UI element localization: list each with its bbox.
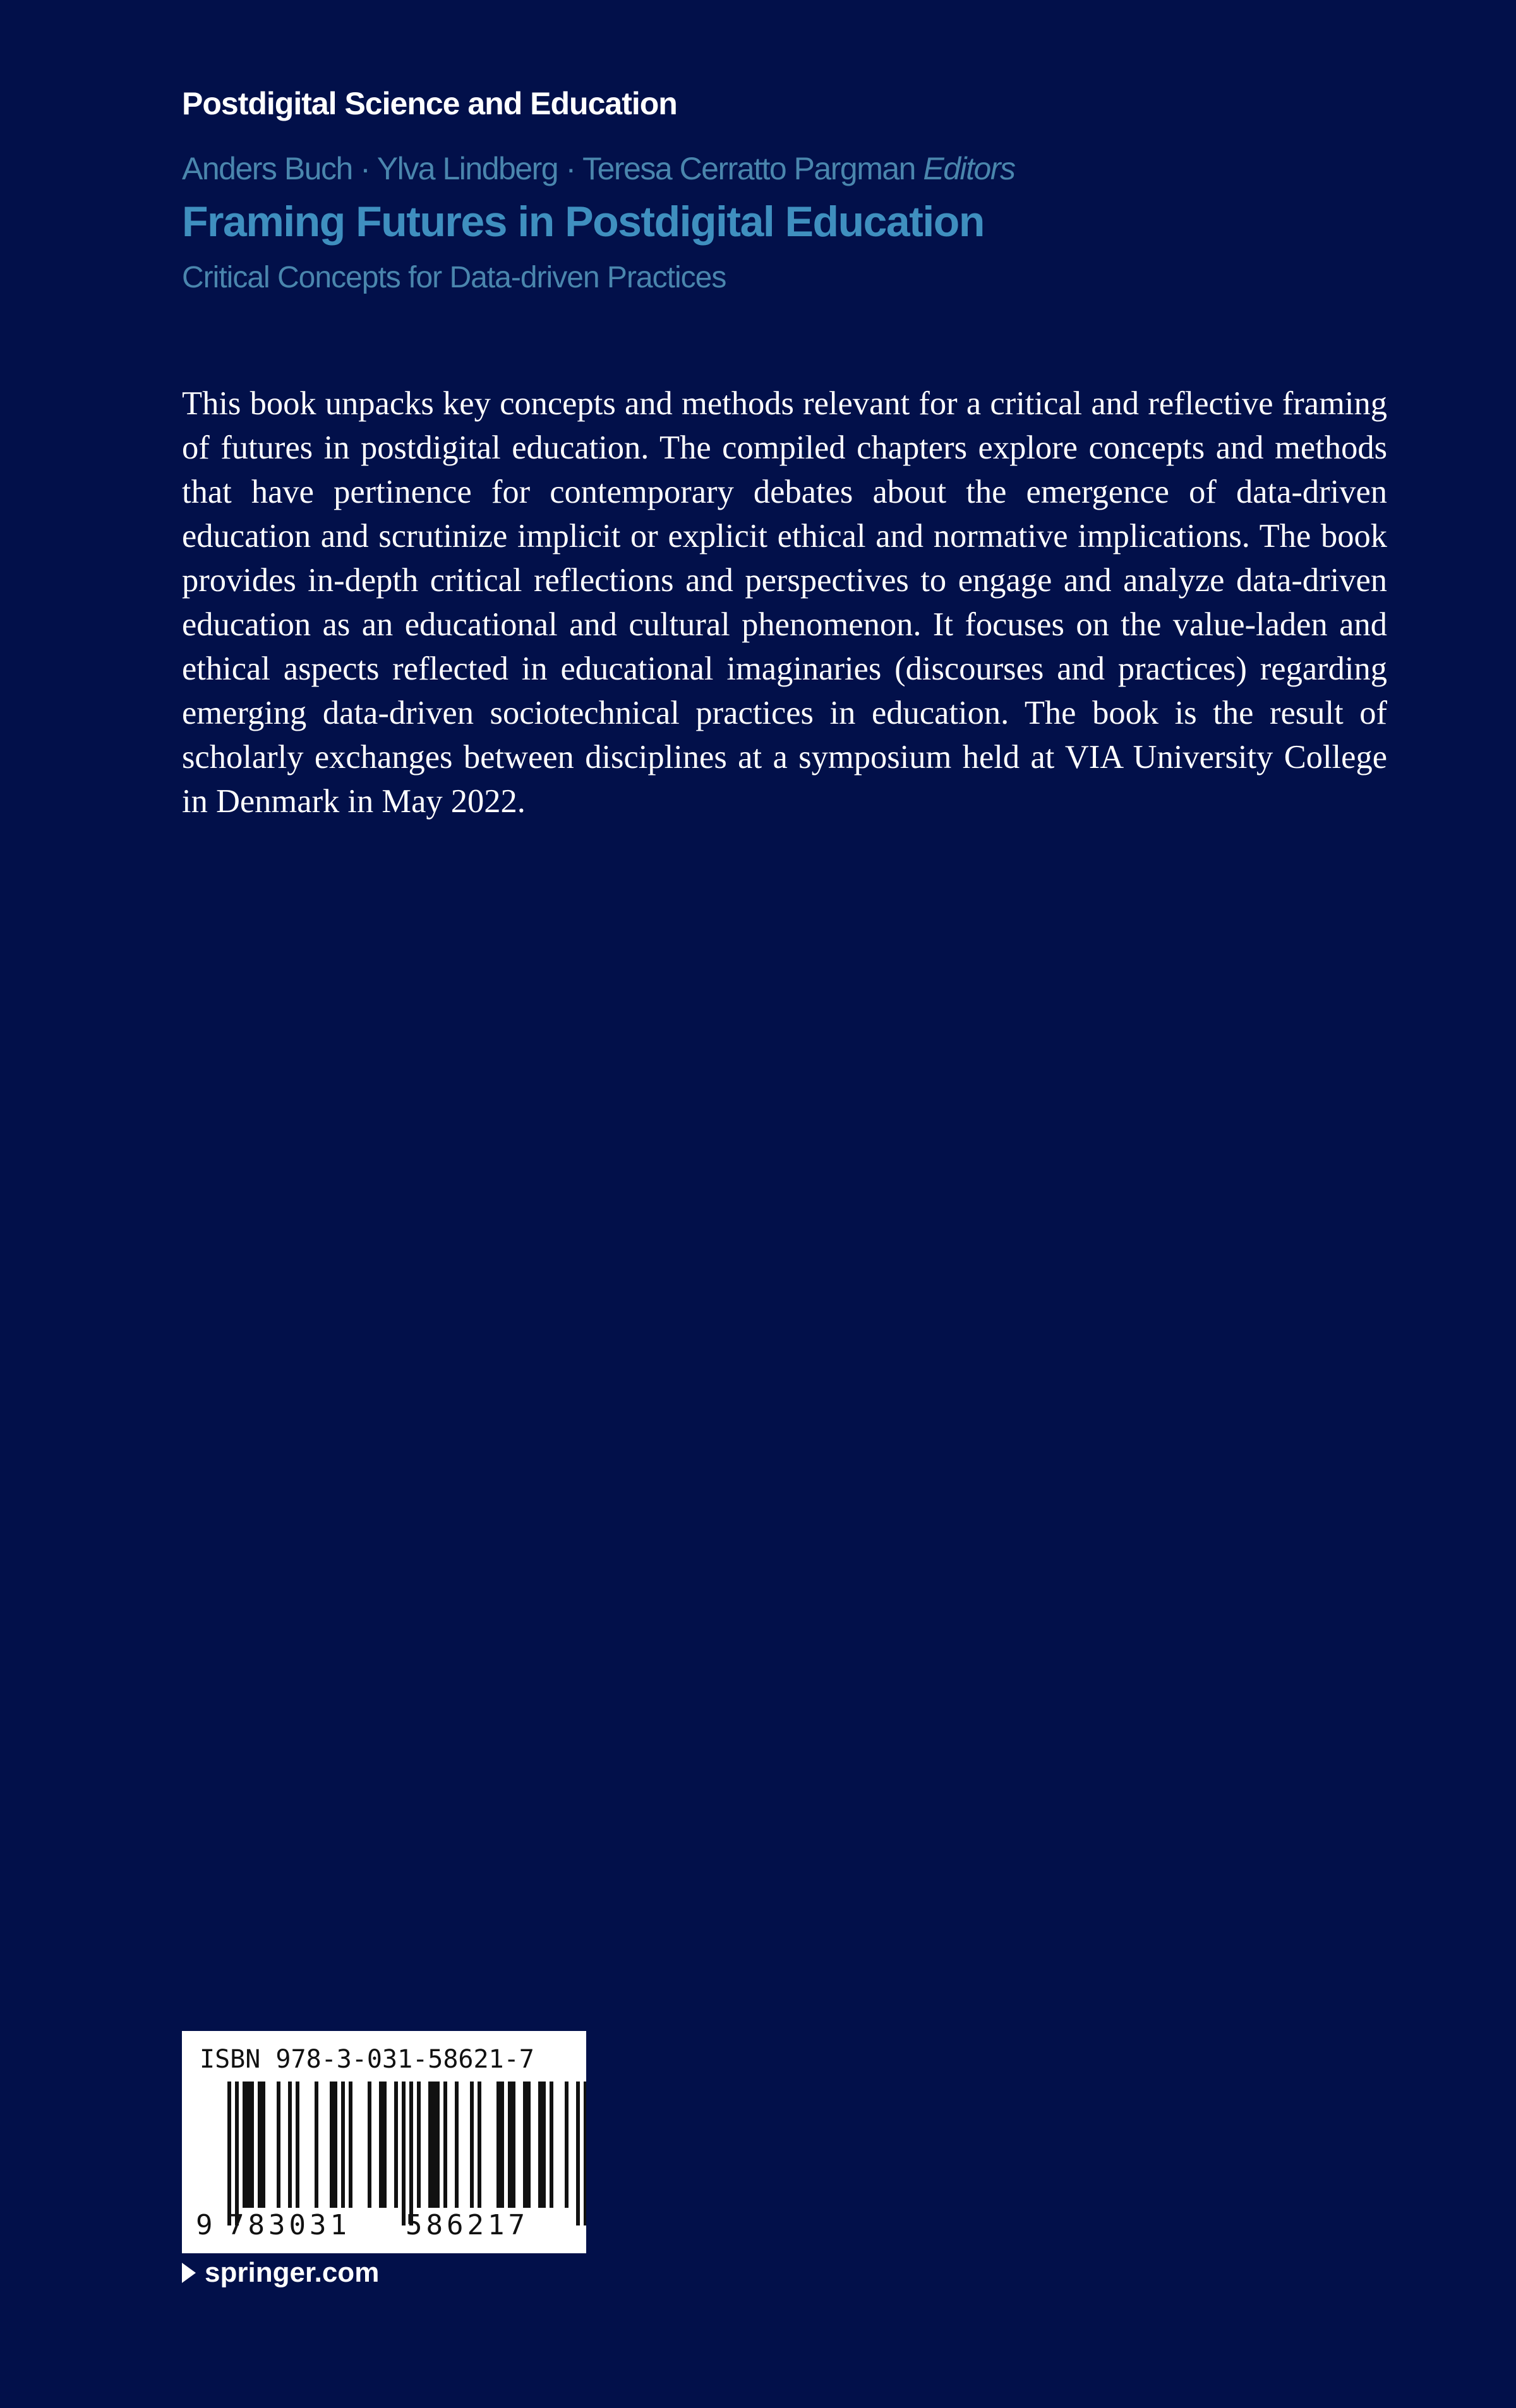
barcode-bar	[512, 2082, 515, 2208]
barcode-bar	[538, 2082, 542, 2208]
barcode-bar	[523, 2082, 527, 2208]
barcode-bar	[368, 2082, 371, 2208]
barcode-bar	[330, 2082, 334, 2208]
barcode-bar	[227, 2082, 231, 2225]
barcode-bar	[277, 2082, 280, 2208]
barcode-bar	[565, 2082, 568, 2208]
barcode-bar	[576, 2082, 580, 2225]
barcode-bar	[409, 2082, 413, 2225]
barcode-bar	[246, 2082, 250, 2208]
play-arrow-icon	[182, 2263, 196, 2283]
editors-role: Editors	[923, 151, 1015, 186]
barcode-bar	[584, 2082, 586, 2225]
barcode-bar	[315, 2082, 318, 2208]
isbn-number: ISBN 978-3-031-58621-7	[200, 2045, 534, 2074]
barcode-bar	[527, 2082, 531, 2208]
barcode-bar	[436, 2082, 440, 2208]
barcode-bar	[349, 2082, 352, 2208]
barcode-bar	[296, 2082, 299, 2208]
editors-line	[182, 150, 1015, 187]
barcode-bar	[379, 2082, 383, 2208]
barcode-bar	[243, 2082, 246, 2208]
barcode-bar	[508, 2082, 512, 2208]
barcode-bar	[341, 2082, 345, 2208]
barcode-right-digits: 586217	[406, 2209, 529, 2241]
barcode-bar	[383, 2082, 387, 2208]
publisher-link[interactable]	[182, 2257, 379, 2289]
barcode-bar	[334, 2082, 337, 2208]
barcode-bar	[417, 2082, 421, 2208]
series-title: Postdigital Science and Education	[182, 86, 677, 121]
barcode-bar	[428, 2082, 432, 2208]
editor-names: Anders Buch · Ylva Lindberg · Teresa Cerratto Pargman	[182, 151, 915, 186]
publisher-website: springer.com	[205, 2257, 380, 2288]
barcode-bar	[262, 2082, 265, 2208]
book-title: Framing Futures in Postdigital Education	[182, 198, 984, 246]
barcode-bar	[250, 2082, 254, 2208]
barcode-bar	[432, 2082, 436, 2208]
barcode-bar	[443, 2082, 447, 2208]
barcode-bar	[500, 2082, 504, 2208]
barcode-bar	[478, 2082, 481, 2208]
isbn-barcode	[182, 2031, 586, 2253]
barcode-bar	[235, 2082, 239, 2225]
barcode-first-digit: 9	[196, 2209, 213, 2241]
barcode-bar	[470, 2082, 474, 2208]
book-description: This book unpacks key concepts and methods relevant for a critical and reflective framing of futures in postdigital education. The compiled chapters explore concepts and methods that have pertinence for contemporary debates about the emergence of data-driven education and scrutinize implicit or explicit ethical and normative implications. The book provides in-depth critical reflections and perspectives to engage and analyze data-driven education as an educational and cultural phenomenon. It focuses on the value-laden and ethical aspects reflected in educational imaginaries (discourses and practices) regarding emerging data-driven sociotechnical practices in education. The book is the result of scholarly exchanges between disciplines at a symposium held at VIA University College in Denmark in May 2022.	[182, 385, 1387, 820]
barcode-bar	[402, 2082, 406, 2225]
barcode-left-digits: 783031	[227, 2209, 351, 2241]
barcode-bar	[455, 2082, 459, 2208]
barcode-bar	[496, 2082, 500, 2208]
barcode-bar	[258, 2082, 262, 2208]
barcode-bar	[394, 2082, 398, 2208]
barcode-bar	[288, 2082, 292, 2208]
barcode-bar	[550, 2082, 553, 2208]
book-subtitle: Critical Concepts for Data-driven Practices	[182, 261, 726, 294]
barcode-bar	[542, 2082, 546, 2208]
